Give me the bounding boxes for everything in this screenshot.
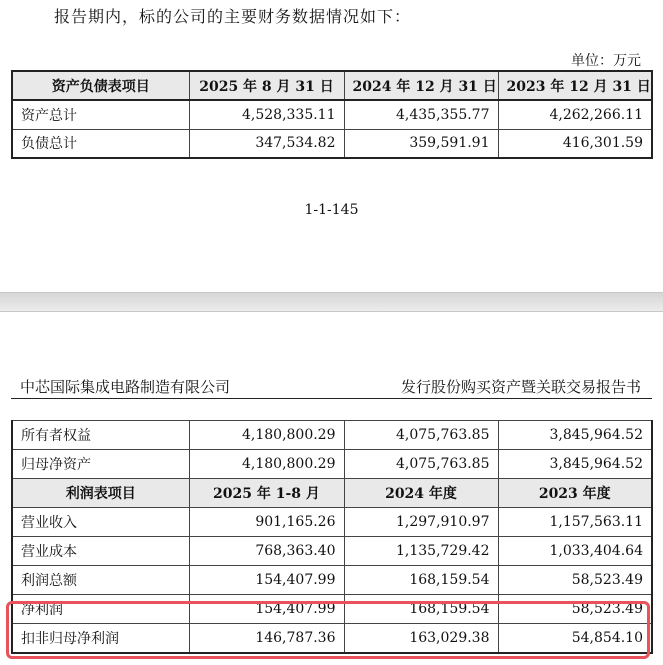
row-label: 营业收入: [12, 508, 189, 537]
row-label: 所有者权益: [12, 421, 189, 450]
cell-value: 347,534.82: [189, 129, 344, 158]
header-cell: 2025 年 8 月 31 日: [189, 71, 344, 100]
cell-value: 3,845,964.52: [498, 450, 652, 479]
cell-value: 154,407.99: [189, 566, 344, 595]
cell-value: 4,435,355.77: [344, 100, 498, 129]
cell-value: 1,135,729.42: [344, 537, 498, 566]
row-label: 营业成本: [12, 537, 189, 566]
document-header-company: 中芯国际集成电路制造有限公司: [20, 378, 231, 396]
header-cell: 资产负债表项目: [12, 71, 189, 100]
row-label: 净利润: [12, 595, 189, 624]
header-cell: 2024 年 12 月 31 日: [344, 71, 498, 100]
header-cell: 利润表项目: [12, 479, 189, 508]
row-label: 负债总计: [12, 129, 189, 158]
table-row: [12, 100, 652, 129]
cell-value: 4,180,800.29: [189, 450, 344, 479]
cell-value: 4,075,763.85: [344, 450, 498, 479]
financial-table-continued: [11, 420, 653, 654]
table-row: [12, 421, 652, 450]
document-header-title: 发行股份购买资产暨关联交易报告书: [400, 378, 641, 396]
header-cell: 2023 年 12 月 31 日: [498, 71, 652, 100]
cell-value: 4,528,335.11: [189, 100, 344, 129]
header-cell: 2023 年度: [498, 479, 652, 508]
cell-value: 168,159.54: [344, 595, 498, 624]
cell-value: 58,523.49: [498, 566, 652, 595]
cell-value: 168,159.54: [344, 566, 498, 595]
row-label: 利润总额: [12, 566, 189, 595]
income-header-row: [12, 479, 652, 508]
cell-value: 146,787.36: [189, 624, 344, 653]
row-label: 资产总计: [12, 100, 189, 129]
cell-value: 901,165.26: [189, 508, 344, 537]
cell-value: 1,297,910.97: [344, 508, 498, 537]
table-header-row: [12, 71, 652, 100]
table-row: [12, 566, 652, 595]
cell-value: 3,845,964.52: [498, 421, 652, 450]
cell-value: 1,157,563.11: [498, 508, 652, 537]
table-row: [12, 624, 652, 653]
cell-value: 4,180,800.29: [189, 421, 344, 450]
row-label: 扣非归母净利润: [12, 624, 189, 653]
table-row: [12, 537, 652, 566]
cell-value: 4,075,763.85: [344, 421, 498, 450]
page-number: 1-1-145: [304, 202, 359, 218]
cell-value: 4,262,266.11: [498, 100, 652, 129]
table-row: [12, 129, 652, 158]
header-cell: 2025 年 1-8 月: [189, 479, 344, 508]
unit-label: 单位：万元: [571, 53, 641, 69]
cell-value: 154,407.99: [189, 595, 344, 624]
cell-value: 1,033,404.64: [498, 537, 652, 566]
cell-value: 163,029.38: [344, 624, 498, 653]
cell-value: 768,363.40: [189, 537, 344, 566]
cell-value: 58,523.49: [498, 595, 652, 624]
balance-sheet-table: [11, 70, 653, 159]
row-label: 归母净资产: [12, 450, 189, 479]
intro-text: 报告期内，标的公司的主要财务数据情况如下：: [54, 7, 412, 26]
table-row: [12, 450, 652, 479]
page-separator: [0, 292, 663, 312]
header-cell: 2024 年度: [344, 479, 498, 508]
cell-value: 54,854.10: [498, 624, 652, 653]
cell-value: 359,591.91: [344, 129, 498, 158]
table-row: [12, 595, 652, 624]
header-divider: [11, 398, 652, 399]
table-row: [12, 508, 652, 537]
cell-value: 416,301.59: [498, 129, 652, 158]
